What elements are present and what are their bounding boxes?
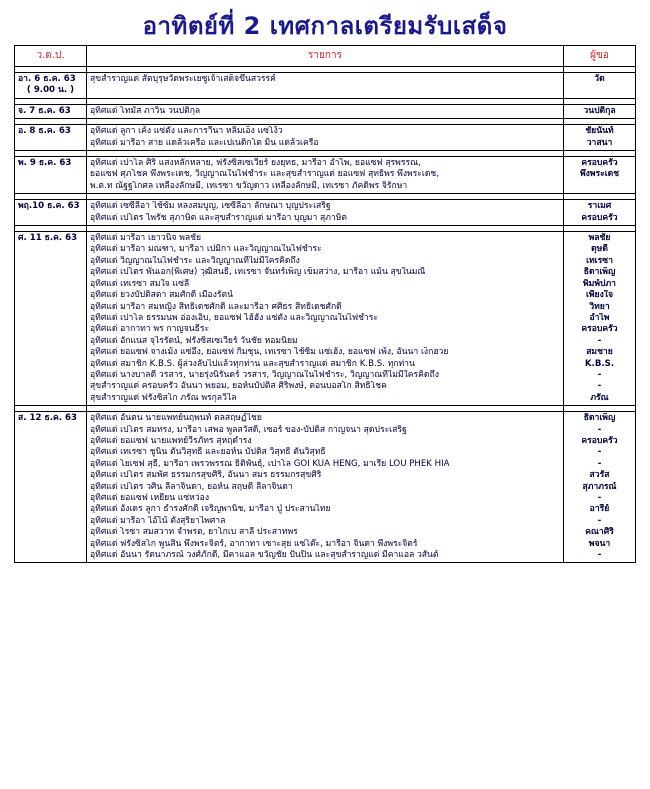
date-text: พฤ.10 ธ.ค. 63 (18, 201, 80, 212)
requester-name: ครอบครัว (581, 212, 618, 223)
items-cell (87, 125, 564, 151)
requester-name: K.B.S. (584, 358, 615, 369)
table-row (15, 104, 636, 118)
intention-line: อุทิศแด่ อักแนส จุไรรัตน์, ฟรังซิสเซเวียร์ วันชัย หอมนิยม (90, 335, 298, 346)
intention-line: อุทิศแด่ ลูกา เค้ง แซ่ตั้ง และการาีนา หลิมเอ็ง แซ่โง้ว (90, 126, 283, 137)
table-row (15, 125, 636, 151)
items-cell (87, 73, 564, 99)
requester-name: สวรัส (589, 470, 610, 481)
host-cell (564, 232, 636, 406)
date-text: อา. 6 ธ.ค. 63 (18, 74, 76, 84)
date-text: พ. 9 ธ.ค. 63 (18, 158, 72, 169)
requester-name: - (597, 493, 602, 503)
intention-line: อุทิศแด่ วิญญาณในไฟชำระ และวิญญาณที่ไม่มีใครคิดถึง (90, 255, 300, 266)
table-row (15, 412, 636, 563)
table-body (15, 67, 636, 563)
intention-line: อุทิศแด่ มารีอา ไอ้ไน้ ตั้งสุริยาไพศาล (90, 515, 226, 526)
requester-name: ชัยนันท์ (585, 126, 614, 137)
requester-name: ดุษดี (591, 244, 608, 255)
intention-line: อุทิศแด่ เซซีลีอา ไช้ซ้ม หลงสมบูญ, เซซีลีอา ลักษณา บุญประเสริฐ (90, 201, 331, 212)
date-text: อ. 8 ธ.ค. 63 (18, 126, 71, 137)
intention-line: ยอแซฟ ศุภโชค พึ่งพระเดช, วิญญาณในไฟชำระ และสุขสำราญแด่ ยอแซฟ สุทธิพร พึ่งพระเดช, (90, 169, 439, 180)
intention-line: อุทิศแด่ ฟรังซิสโก พูนสิน พึ่งพระจิตร์, อากาทา เซาะสุย แซ่โต๊ะ, มารีอา จินดา พึ่งพระจิตร์ (90, 538, 418, 549)
intention-line: อุทิศแด่ นางบาลดี วรสาร, นายรุ่งนิรันดร์ วรสาร, วิญญาณในไฟชำระ, วิญญาณที่ไม่มีใครคิดถึง (90, 369, 439, 380)
intention-line: อุทิศแด่ อังเดร ลูกา ธำรงศักดิ์ เจริญพานิช, มารีอา ปู่ ประสานไทย (90, 504, 331, 515)
intention-line: อุทิศแด่ เทเรซา สมใจ แซ่ลี้ (90, 278, 190, 289)
intention-line: อุทิศแด่ อากาทา พร กาญจนธีระ (90, 324, 210, 335)
date-cell (15, 157, 87, 194)
intention-line: อุทิศแด่ ยอแซฟ จางเม้ง แซ่อึ้ง, ยอแซฟ กิมชุน, เทเรซา ไช้ซิม แซ่เฮ้ง, ยอแซฟ เพ้ง, อันนา เง็กฮวย (90, 347, 449, 358)
items-cell (87, 157, 564, 194)
requester-name: ครอบครัว (581, 435, 618, 446)
requester-name: ราเมศ (587, 201, 612, 212)
requester-name: - (597, 335, 602, 346)
intention-line: อุทิศแด่ เปาโล ศิริ แสงหลักหลาย, ฟรังซิสเซเวียร์ ยงยุทธ, มารีอา อำไพ, ยอแซฟ สุรพรรณ, (90, 158, 421, 169)
host-cell (564, 125, 636, 151)
host-cell (564, 200, 636, 226)
header-host: ผู้ขอ (564, 46, 636, 67)
requester-name: วัด (594, 74, 605, 84)
date-text: ศ. 11 ธ.ค. 63 (18, 233, 78, 244)
intention-line: สุขสำราญแด่ ครอบครัว อันนา พยอม, ยอห์นบัปติส ศิริพงษ์, ตอนบอสโก สิทธิโชค (90, 381, 387, 392)
requester-name: พลชัย (588, 233, 611, 244)
intention-line: อุทิศแด่ โทมัส ภาวิน วนปติกุล (90, 105, 201, 116)
items-cell (87, 104, 564, 118)
table-row (15, 232, 636, 406)
date-cell (15, 73, 87, 99)
host-cell (564, 157, 636, 194)
requester-name: - (597, 381, 602, 392)
date-text: จ. 7 ธ.ค. 63 (18, 105, 71, 116)
table-header-row (15, 46, 636, 67)
intention-line: สุขสำราญแด่ ฟรังซิสโก ภรัณ พรกุลวิไล (90, 392, 237, 403)
items-cell (87, 232, 564, 406)
host-cell (564, 412, 636, 563)
intention-line: อุทิศแด่ อันตน นายแพทย์นฤพนท์ ตลสฤษฏ์ไชย (90, 413, 262, 424)
requester-name: - (597, 550, 602, 561)
intention-line: อุทิศแด่ ยอแซฟ นายแพทย์วีรภัทร สุหฤดำรง (90, 435, 252, 446)
date-cell (15, 232, 87, 406)
requester-name: พึ่งพระเดช (579, 169, 620, 180)
date-cell (15, 200, 87, 226)
host-cell (564, 73, 636, 99)
requester-name: ธิดาเพ็ญ (583, 267, 616, 278)
intention-line: อุทิศแด่ อันนา รัตนาภรณ์ วงศ์ภักดี, มีคาแอล ขวัญชัย ปันปิน และสุขสำราญแด่ มีคาแอล วสันต์ (90, 550, 439, 561)
intention-line: อุทิศแด่ เปโตร สมทรง, มารีอา เสพอ พูลสวัสดิ์, เซอร์ ของ-บัปติส กาญจนา สุดประเสริฐ (90, 424, 407, 435)
requester-name: ครอบครัว (581, 324, 618, 335)
intention-line: อุทิศแด่ เปโตร พันเอก(พิเศษ) วุฒิสนธิ์, เทเรซา จันทร์เพ็ญ เข็มสว่าง, มารีอา แม้น สุขในมณี (90, 267, 426, 278)
items-cell (87, 200, 564, 226)
table-row (15, 200, 636, 226)
header-items: รายการ (87, 46, 564, 67)
requester-name: - (597, 424, 602, 435)
intention-line: อุทิศแด่ เปาโล ธรรมนพ อ่องเอิบ, ยอแซฟ ไฮ้ฮั้ง แซ่ตั้ง และวิญญาณในไฟชำระ (90, 312, 378, 323)
requester-name: ธิดาเพ็ญ (583, 413, 616, 424)
requester-name: เพียงใจ (585, 290, 614, 301)
requester-name: - (597, 369, 602, 380)
table-row (15, 73, 636, 99)
requester-name: - (597, 515, 602, 526)
header-date: ว.ด.ป. (15, 46, 87, 67)
date-text: ส. 12 ธ.ค. 63 (18, 413, 77, 424)
requester-name: คณาศิริ (585, 527, 614, 538)
table-row (15, 157, 636, 194)
requester-name: อารีย์ (589, 504, 610, 515)
date-cell (15, 125, 87, 151)
requester-name: - (597, 458, 602, 469)
intention-line: อุทิศแด่ โยเซฟ สุธี, มารีอา เพรวพรรณ ธิติพันธุ์, เปาโล GOI KUA HENG, มาเรีย LOU PHEK HIA (90, 458, 450, 469)
requester-name: วนปติกุล (583, 105, 616, 116)
requester-name: - (597, 447, 602, 458)
requester-name: วาสนา (586, 137, 613, 148)
intention-line: อุทิศแด่ สมาชิก K.B.S. ผู้ล่วงลับไปแล้วทุกท่าน และสุขสำราญแด่ สมาชิก K.B.S. ทุกท่าน (90, 358, 415, 369)
requester-name: สุภาภรณ์ (582, 481, 617, 492)
intention-line: อุทิศแด่ มารีอา สาย แดล้วเครือ และเปเนดิกโต มิน แดล้วเครือ (90, 137, 319, 148)
intention-line: พ.ต.ท ณัฐฐโกศล เหลืองลักษมี, เทเรซา ขวัญดาว เหลืองลักษมี, เทเรซา ภัคดิพร จิรักษา (90, 180, 408, 191)
intention-line: อุทิศแด่ มารีอา เยาวนิจ พลชัย (90, 233, 202, 244)
page-title: อาทิตย์ที่ 2 เทศกาลเตรียมรับเสด็จ (142, 12, 508, 40)
requester-name: ครอบครัว (581, 158, 618, 169)
intention-line: อุทิศแด่ เปโตร ไพรัช สุภาษิต และสุขสำราญแด่ มารีอา บุญมา สุภาษิต (90, 212, 347, 223)
requester-name: พิมพ์ปภา (583, 278, 616, 289)
intention-line: อุทิศแด่ เปโตร สมพัศ ธรรมกรสุขศิริ, อันนา สมร ธรรมกรสุขศิริ (90, 470, 322, 481)
requester-name: วิทยา (589, 301, 610, 312)
date-cell (15, 412, 87, 563)
host-cell (564, 104, 636, 118)
intention-line: อุทิศแด่ มารีอา มณฑา, มารีอา เปมิกา และวิญญาณในไฟชำระ (90, 244, 322, 255)
intention-line: อุทิศแด่ เปโตร วศิน ลีลาจินดา, ยอห์น สฤษดิ์ ลีลาจินดา (90, 481, 293, 492)
intention-line: อุทิศแด่ โรซา สมสวาท จำพรต, ยาโกเบ สาลี ประสาทพร (90, 527, 298, 538)
requester-name: เทเรซา (586, 255, 613, 266)
intention-line: สุขสำราญแด่ สัตบุรุษวัดพระเยซูเจ้าเสด็จขึ้นสวรรค์ (90, 74, 276, 84)
mass-intention-table (14, 45, 636, 563)
intention-line: อุทิศแด่ มารีอา สมหญิง สิทธิเดชศักดิ์ และมารีอา ศศิธร สิทธิเดชศักดิ์ (90, 301, 342, 312)
date-cell (15, 104, 87, 118)
intention-line: อุทิศแด่ ยวงบัปติสตา สมศักดิ์ เมืองรัตน์ (90, 290, 233, 301)
requester-name: สมชาย (586, 347, 613, 358)
time-text: ( 9.00 น. ) (26, 85, 75, 96)
requester-name: ภรัณ (590, 392, 609, 403)
requester-name: พจนา (588, 538, 611, 549)
items-cell (87, 412, 564, 563)
intention-line: อุทิศแด่ ยอแซฟ เหยียน แซ่หว่อง (90, 493, 210, 503)
intention-line: อุทิศแด่ เทเรซา ชูนิน ตันวิสุทธิ์ และยอห์น บัปติส วิสุทธิ์ ตันวิสุทธิ์ (90, 447, 326, 458)
requester-name: อำไพ (589, 312, 610, 323)
